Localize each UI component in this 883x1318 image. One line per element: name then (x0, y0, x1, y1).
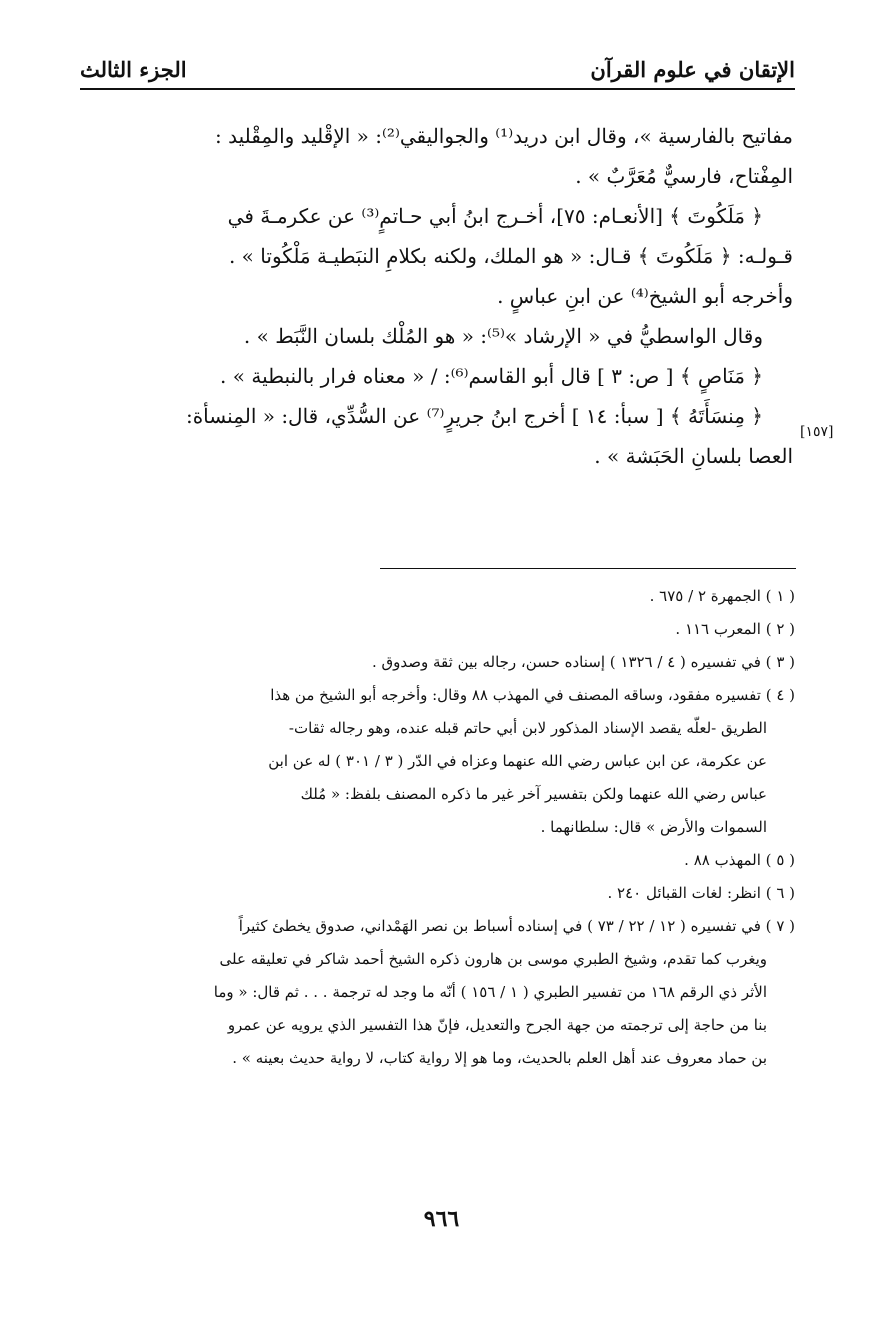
main-line-5: وأخرجه أبو الشيخ⁽⁴⁾ عن ابنِ عباسٍ . (497, 284, 793, 308)
footnote-2: ( ٢ ) المعرب ١١٦ . (675, 620, 795, 638)
footnote-6: ( ٦ ) انظر: لغات القبائل ٢٤٠ . (607, 884, 795, 902)
running-header (80, 48, 795, 90)
footnote-4-line-5: السموات والأرض » قال: سلطانهما . (540, 818, 767, 836)
footnote-7-line-2: ويغرب كما تقدم، وشيخ الطبري موسى بن هارون ذكره الشيخ أحمد شاكر في تعليقه على (219, 950, 767, 968)
volume-label: الجزء الثالث (80, 57, 187, 82)
footnote-5: ( ٥ ) المهذب ٨٨ . (684, 851, 795, 869)
footnote-3: ( ٣ ) في تفسيره ( ٤ / ١٣٢٦ ) إسناده حسن، رجاله بين ثقة وصدوق . (371, 653, 795, 671)
footnote-7-line-5: بن حماد معروف عند أهل العلم بالحديث، وما هو إلا رواية كتاب، لا رواية حديث بعينه » . (232, 1049, 767, 1067)
footnote-separator (380, 568, 796, 569)
book-title: الإتقان في علوم القرآن (590, 57, 795, 82)
footnote-4: ( ٤ ) تفسيره مفقود، وساقه المصنف في المهذب ٨٨ وقال: وأخرجه أبو الشيخ من هذا (270, 686, 795, 704)
main-line-6: وقال الواسطيُّ في « الإرشاد »⁽⁵⁾: « هو المُلْك بلسان النَّبَط » . (243, 324, 763, 348)
footnote-7: ( ٧ ) في تفسيره ( ١٢ / ٢٢ / ٧٣ ) في إسناده أسباط بن نصر الهَمْداني، صدوق يخطئ كثيراً (238, 917, 795, 935)
main-line-9: العصا بلسانِ الحَبَشة » . (594, 444, 793, 468)
footnote-1: ( ١ ) الجمهرة ٢ / ٦٧٥ . (649, 587, 795, 605)
main-line-2: المِفْتاح، فارسيٌّ مُعَرَّبٌ » . (575, 164, 793, 188)
footnote-7-line-3: الأثر ذي الرقم ١٦٨ من تفسير الطبري ( ١ / ١٥٦ ) أنّه ما وجد له ترجمة . . . ثم قال: « وما (213, 983, 767, 1001)
footnote-7-line-4: بنا من حاجة إلى ترجمته من جهة الجرح والتعديل، فإنّ هذا التفسير الذي يرويه عن عمرو (227, 1016, 767, 1034)
main-line-7: ﴿ مَنَاصٍ ﴾ [ ص: ٣ ] قال أبو القاسم⁽⁶⁾: / « معناه فرار بالنبطية » . (220, 364, 763, 388)
main-line-3: ﴿ مَلَكُوتَ ﴾ [الأنعـام: ٧٥]، أخـرج ابنُ أبي حـاتمٍ⁽³⁾ عن عكرمـةَ في (227, 204, 763, 228)
main-line-1: مفاتيح بالفارسية »، وقال ابن دريد⁽¹⁾ والجواليقي⁽²⁾: « الإقْليد والمِقْليد : (215, 124, 793, 148)
footnotes (82, 580, 795, 1075)
main-line-4: قـولـه: ﴿ مَلَكُوتَ ﴾ قـال: « هو الملك، ولكنه بكلامِ النبَطيـة مَلْكُوتا » . (228, 244, 793, 268)
footnote-4-line-3: عن عكرمة، عن ابن عباس رضي الله عنهما وعزاه في الدّر ( ٣ / ٣٠١ ) له عن ابن (268, 752, 767, 770)
main-line-8: ﴿ مِنسَأَتَهُ ﴾ [ سبأ: ١٤ ] أخرج ابنُ جريرٍ⁽⁷⁾ عن السُّدِّي، قال: « المِنسأة: (185, 404, 763, 428)
footnote-4-line-4: عباس رضي الله عنهما ولكن بتفسير آخر غير ما ذكره المصنف بلفظ: « مُلك (300, 785, 767, 803)
main-text (82, 116, 793, 476)
page-number: ٩٦٦ (423, 1206, 460, 1232)
footnote-4-line-2: الطريق -لعلّه يقصد الإسناد المذكور لابن أبي حاتم قبله عنده، وهو رجاله ثقات- (288, 719, 767, 737)
manuscript-page-marker: [١٥٧] (800, 424, 834, 440)
